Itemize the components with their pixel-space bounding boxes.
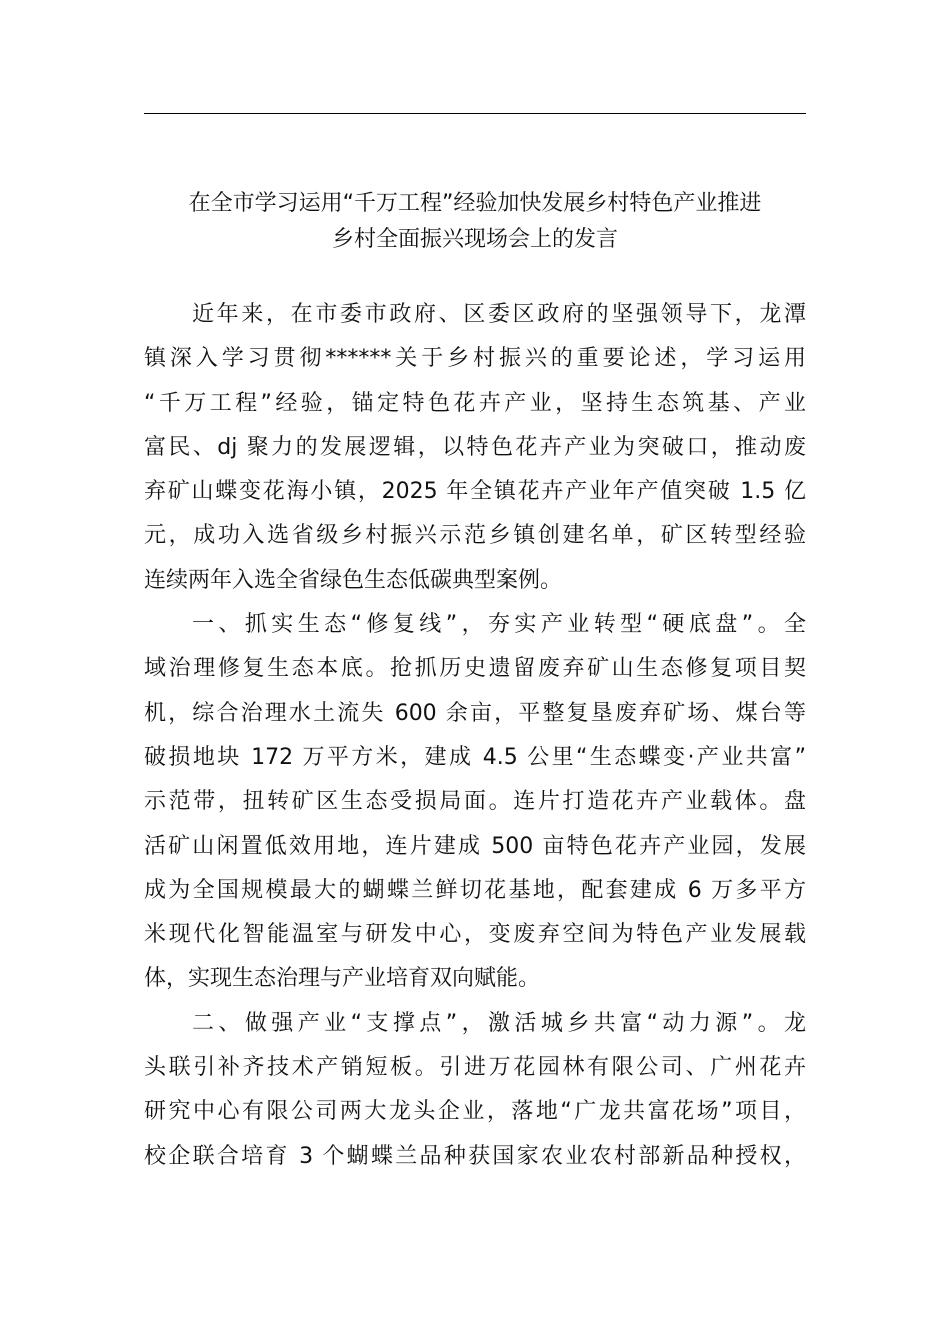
body-line: 米现代化智能温室与研发中心，变废弃空间为特色产业发展载 <box>144 922 806 948</box>
body-line: 富民、dj 聚力的发展逻辑，以特色花卉产业为突破口，推动废 <box>144 434 806 460</box>
body-line: 活矿山闲置低效用地，连片建成 500 亩特色花卉产业园，发展 <box>144 833 806 859</box>
body-line: 域治理修复生态本底。抢抓历史遗留废弃矿山生态修复项目契 <box>144 656 806 682</box>
body-line: 成为全国规模最大的蝴蝶兰鲜切花基地，配套建成 6 万多平方 <box>144 877 806 903</box>
body-line: 弃矿山蝶变花海小镇，2025 年全镇花卉产业年产值突破 1.5 亿 <box>144 479 806 505</box>
header-rule <box>144 113 806 114</box>
body-line: 机，综合治理水土流失 600 余亩，平整复垦废弃矿场、煤台等 <box>144 700 806 726</box>
body-line: 元，成功入选省级乡村振兴示范乡镇创建名单，矿区转型经验 <box>144 523 806 549</box>
body-line: 破损地块 172 万平方米，建成 4.5 公里“生态蝶变·产业共富” <box>144 744 806 770</box>
body-line: 研究中心有限公司两大龙头企业，落地“广龙共富花场”项目， <box>144 1099 807 1125</box>
title-line: 乡村全面振兴现场会上的发言 <box>331 227 618 252</box>
title-line: 在全市学习运用“千万工程”经验加快发展乡村特色产业推进 <box>188 191 762 216</box>
body-line: 连续两年入选全省绿色生态低碳典型案例。 <box>144 567 563 593</box>
body-line: 近年来，在市委市政府、区委区政府的坚强领导下，龙潭 <box>192 302 806 327</box>
body-line: 头联引补齐技术产销短板。引进万花园林有限公司、广州花卉 <box>144 1055 806 1081</box>
body-line: 二、做强产业“支撑点”，激活城乡共富“动力源”。龙 <box>192 1010 806 1036</box>
body-line: 镇深入学习贯彻******关于乡村振兴的重要论述，学习运用 <box>144 346 806 372</box>
document-title <box>144 186 806 258</box>
body-line: “千万工程”经验，锚定特色花卉产业，坚持生态筑基、产业 <box>144 390 806 416</box>
body-line: 一、抓实生态“修复线”，夯实产业转型“硬底盘”。全 <box>192 612 806 638</box>
body-line: 示范带，扭转矿区生态受损局面。连片打造花卉产业载体。盘 <box>144 789 806 815</box>
document-body <box>144 293 806 1179</box>
body-line: 校企联合培育 3 个蝴蝶兰品种获国家农业农村部新品种授权， <box>144 1143 806 1169</box>
body-line: 体，实现生态治理与产业培育双向赋能。 <box>144 966 541 992</box>
